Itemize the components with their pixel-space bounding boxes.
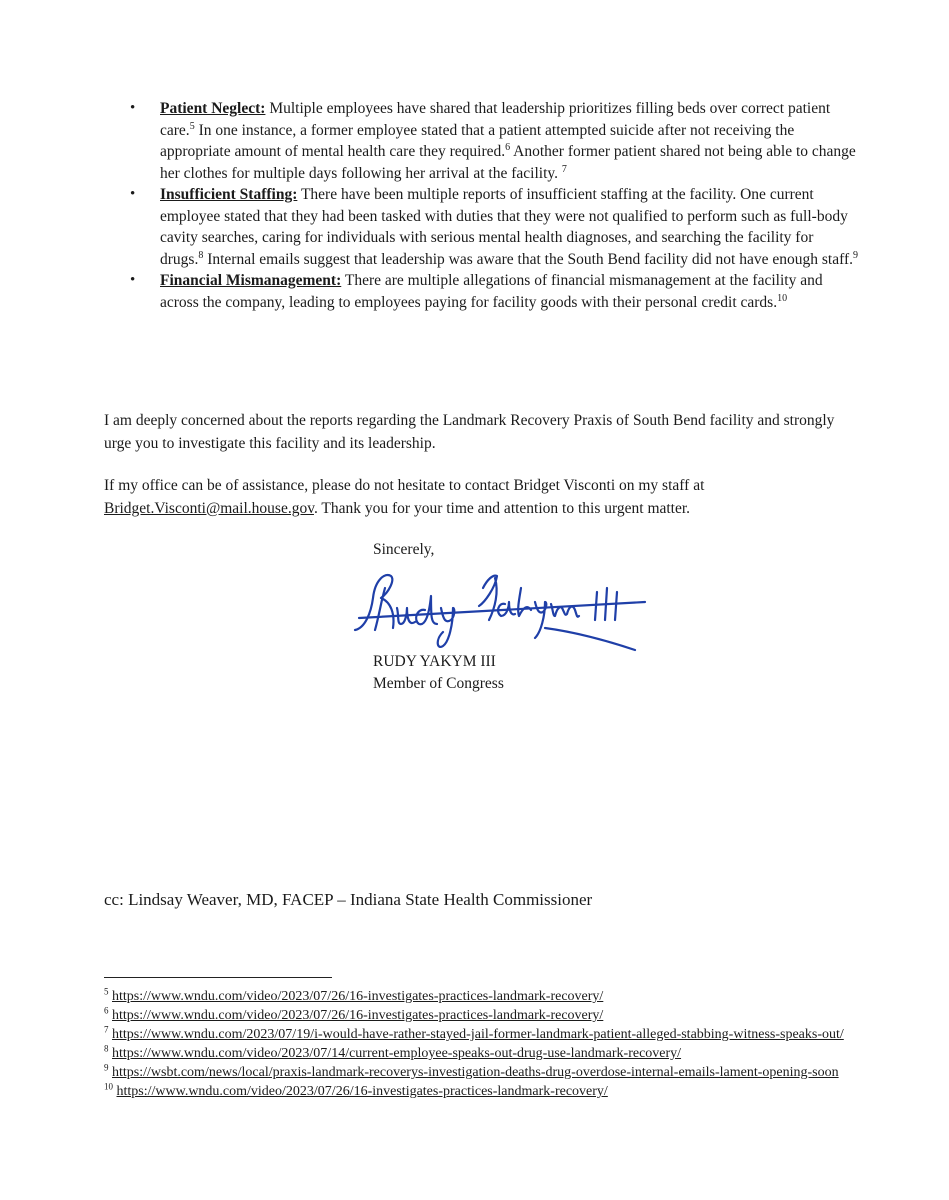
email-link[interactable]: Bridget.Visconti@mail.house.gov [104, 499, 314, 517]
footnote [104, 1007, 844, 1024]
bullet-text: There are multiple allegations of financial mismanagement at the facility and across the company, leading to employees paying for facility goods with their personal credit cards. [160, 272, 823, 311]
bullet-text: Internal emails suggest that leadership was aware that the South Bend facility did not have enough staff. [203, 250, 854, 268]
bullet-text: In one instance, a former employee stated that a patient attempted suicide after not receiving the appropriate amount of mental health care they required. [160, 121, 795, 160]
bullet-icon: • [130, 272, 136, 288]
footnote-divider [104, 977, 332, 978]
footnote-link[interactable]: https://www.wndu.com/video/2023/07/14/current-employee-speaks-out-drug-use-landmark-recovery/ [112, 1046, 682, 1061]
footnote-number: 10 [104, 1081, 113, 1092]
concerns-list [130, 98, 860, 313]
footnote-number: 6 [104, 1005, 109, 1016]
list-item [130, 184, 860, 270]
cc-line: cc: Lindsay Weaver, MD, FACEP – Indiana State Health Commissioner [104, 890, 593, 909]
bullet-icon: • [130, 186, 136, 202]
footnote-link[interactable]: https://www.wndu.com/video/2023/07/26/16-investigates-practices-landmark-recovery/ [112, 1008, 604, 1023]
signer-title: Member of Congress [373, 675, 504, 692]
footnote-number: 5 [104, 986, 109, 997]
footnote-ref: 10 [777, 292, 788, 304]
footnote-ref: 9 [853, 249, 859, 261]
footnote-link[interactable]: https://www.wndu.com/video/2023/07/26/16-investigates-practices-landmark-recovery/ [112, 989, 604, 1004]
footnote-ref: 6 [505, 141, 511, 153]
contact-paragraph [104, 475, 864, 520]
footnote-link[interactable]: https://www.wndu.com/video/2023/07/26/16-investigates-practices-landmark-recovery/ [116, 1084, 608, 1099]
footnote-link[interactable]: https://wsbt.com/news/local/praxis-landmark-recoverys-investigation-deaths-drug-overdose-internal-emails-lament-opening-soon [112, 1065, 839, 1080]
footnote [104, 1026, 844, 1043]
footnotes [104, 988, 844, 1102]
contact-text-end: . Thank you for your time and attention to this urgent matter. [313, 499, 691, 517]
salutation: Sincerely, [373, 541, 435, 558]
footnote [104, 1045, 844, 1062]
footnote [104, 988, 844, 1005]
bullet-text: There have been multiple reports of insufficient staffing at the facility. One current employee stated that they had been tasked with duties that they were not qualified to perform such as full-body cavity searches, caring for individuals with serious mental health diagnoses, and searching the facility for drugs. [160, 186, 848, 268]
bullet-term: Patient Neglect: [160, 100, 266, 117]
concern-paragraph: I am deeply concerned about the reports regarding the Landmark Recovery Praxis of South Bend facility and strongly urge you to investigate this facility and its leadership. [104, 412, 835, 452]
footnote-number: 9 [104, 1062, 109, 1073]
contact-text: If my office can be of assistance, please do not hesitate to contact Bridget Visconti on my staff at [104, 477, 705, 494]
footnote-ref: 8 [198, 249, 204, 261]
bullet-term: Insufficient Staffing: [160, 186, 298, 203]
list-item [130, 270, 860, 313]
bullet-icon: • [130, 100, 136, 116]
bullet-text: Another former patient shared not being able to change her clothes for multiple days following her arrival at the facility. [160, 143, 856, 182]
footnote-number: 8 [104, 1043, 109, 1054]
signer-name: RUDY YAKYM III [373, 653, 496, 670]
bullet-term: Financial Mismanagement: [160, 272, 342, 289]
bullet-text: Multiple employees have shared that leadership prioritizes filling beds over correct patient care. [160, 100, 831, 139]
footnote-ref: 7 [561, 163, 567, 175]
footnote-ref: 5 [189, 120, 195, 132]
footnote [104, 1064, 844, 1081]
footnote [104, 1083, 844, 1100]
list-item [130, 98, 860, 184]
footnote-number: 7 [104, 1024, 109, 1035]
footnote-link[interactable]: https://www.wndu.com/2023/07/19/i-would-have-rather-stayed-jail-former-landmark-patient-alleged-stabbing-witness-speaks-out/ [112, 1027, 844, 1042]
